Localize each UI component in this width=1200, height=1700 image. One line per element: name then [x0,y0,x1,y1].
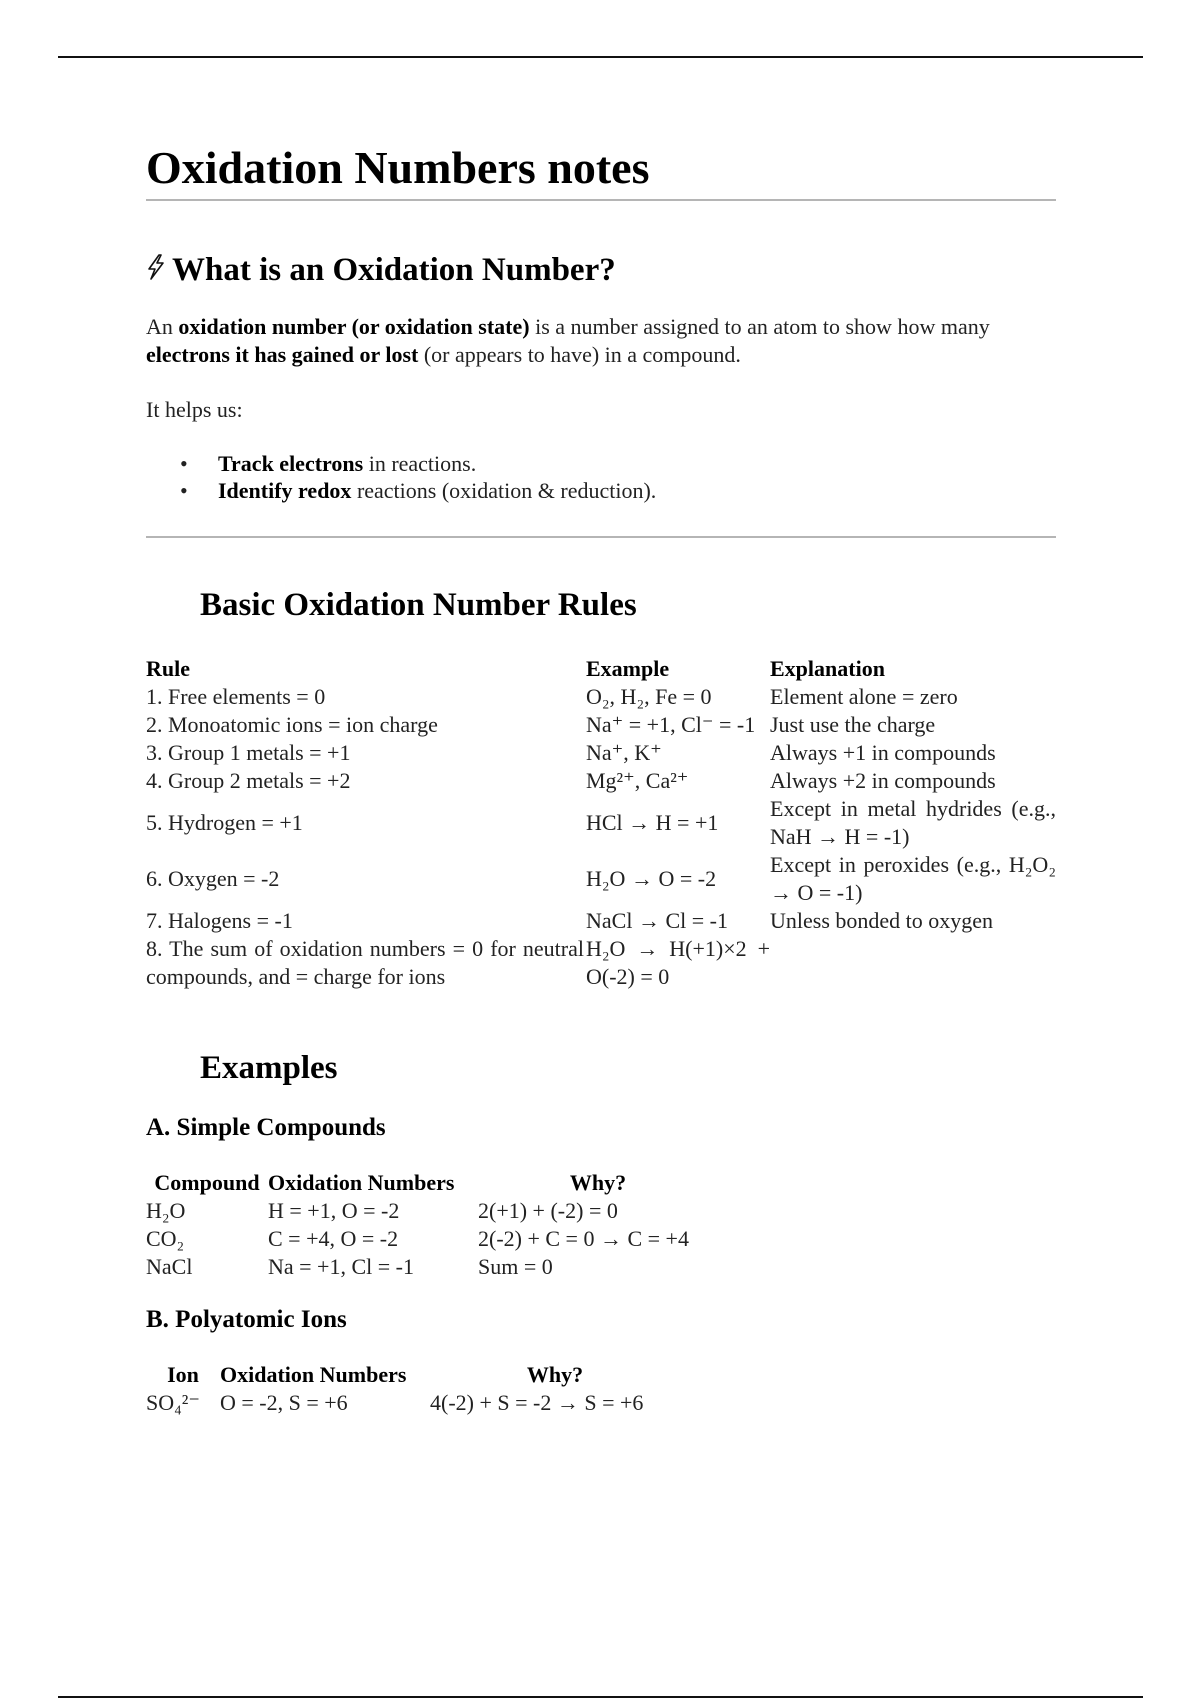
column-header: Compound [154,1169,260,1195]
bullet-bold: Identify redox [218,477,352,503]
example-cell: HCl → H = +1 [586,810,719,836]
rule-cell: 4. Group 2 metals = +2 [146,768,351,794]
intro-paragraph [146,313,1056,369]
examples-heading: Examples [200,1050,338,1087]
helps-list [146,450,1056,504]
explanation-cell: Always +1 in compounds [770,740,996,766]
rule-cell: 2. Monoatomic ions = ion charge [146,712,438,738]
list-item [146,477,1056,504]
lightning-bolt-icon [146,251,172,291]
table-row [146,1253,718,1281]
why-cell: 2(+1) + (-2) = 0 [478,1197,618,1223]
column-header: Oxidation Numbers [268,1169,455,1195]
page-top-rule [58,56,1143,58]
rule-cell: 3. Group 1 metals = +1 [146,740,351,766]
table-header-row [146,1361,680,1389]
page-bottom-rule [58,1696,1143,1698]
intro-text-3: (or appears to have) in a compound. [418,341,741,367]
polyatomic-ions-table [146,1361,680,1417]
table-row [146,935,1056,991]
example-cell: Na⁺ = +1, Cl⁻ = -1 [586,712,756,738]
column-header: Why? [526,1361,584,1387]
helps-label: It helps us: [146,396,243,422]
table-row [146,739,1056,767]
table-row [146,1197,718,1225]
example-cell: H₂O → O = -2 [586,866,717,892]
explanation-cell: Just use the charge [770,712,936,738]
explanation-cell: Always +2 in compounds [770,768,996,794]
table-row [146,1225,718,1253]
compound-cell: H₂O [146,1197,186,1223]
rule-cell: 1. Free elements = 0 [146,684,326,710]
document-body [146,140,1056,1417]
table-row [146,683,1056,711]
oxidation-cell: H = +1, O = -2 [268,1197,400,1223]
ion-cell: SO₄²⁻ [146,1389,201,1415]
compound-cell: NaCl [146,1253,193,1279]
rule-cell: 8. The sum of oxidation numbers = 0 for neutral compounds, and = charge for ions [146,936,584,990]
simple-compounds-table [146,1169,718,1281]
explanation-cell: Unless bonded to oxygen [770,908,994,934]
rule-cell: 6. Oxygen = -2 [146,866,280,892]
table-header-row [146,1169,718,1197]
intro-text-1: An [146,313,179,339]
example-cell: NaCl → Cl = -1 [586,908,728,934]
example-cell: Na⁺, K⁺ [586,740,662,766]
section-divider [146,536,1056,538]
explanation-cell: Except in peroxides (e.g., H₂O₂ → O = -1) [770,852,1056,906]
rules-table [146,655,1056,991]
oxidation-cell: C = +4, O = -2 [268,1225,399,1251]
bullet-text: reactions (oxidation & reduction). [351,477,657,503]
bullet-icon: • [180,450,188,476]
page-title: Oxidation Numbers notes [146,140,1056,201]
bullet-bold: Track electrons [218,450,364,476]
intro-heading [146,251,1056,291]
compound-cell: CO₂ [146,1225,185,1251]
explanation-cell [770,935,1056,991]
example-cell: H₂O → H(+1)×2 + O(-2) = 0 [586,936,770,990]
table-row [146,767,1056,795]
explanation-cell: Element alone = zero [770,684,958,710]
explanation-cell: Except in metal hydrides (e.g., NaH → H = -1) [770,796,1056,850]
list-item [146,450,1056,477]
intro-bold-2: electrons it has gained or lost [146,341,419,367]
rule-cell: 7. Halogens = -1 [146,908,293,934]
table-header-row [146,655,1056,683]
column-header: Why? [569,1169,627,1195]
column-header: Oxidation Numbers [220,1361,407,1387]
intro-bold-1: oxidation number (or oxidation state) [178,313,530,339]
intro-heading-text: What is an Oxidation Number? [172,252,616,289]
table-row [146,1389,680,1417]
simple-compounds-heading: A. Simple Compounds [146,1113,386,1141]
table-row [146,795,1056,851]
table-row [146,907,1056,935]
intro-text-2: is a number assigned to an atom to show how many [529,313,990,339]
example-cell: O₂, H₂, Fe = 0 [586,684,712,710]
table-row [146,851,1056,907]
column-header: Ion [167,1361,199,1387]
column-header: Explanation [770,656,885,682]
rule-cell: 5. Hydrogen = +1 [146,810,303,836]
table-row [146,711,1056,739]
rules-heading: Basic Oxidation Number Rules [200,586,637,623]
column-header: Rule [146,656,190,682]
bullet-icon: • [180,477,188,503]
why-cell: 4(-2) + S = -2 → S = +6 [430,1389,644,1415]
example-cell: Mg²⁺, Ca²⁺ [586,768,689,794]
why-cell: Sum = 0 [478,1253,553,1279]
oxidation-cell: O = -2, S = +6 [220,1389,348,1415]
oxidation-cell: Na = +1, Cl = -1 [268,1253,414,1279]
column-header: Example [586,656,670,682]
why-cell: 2(-2) + C = 0 → C = +4 [478,1225,689,1251]
bullet-text: in reactions. [363,450,477,476]
polyatomic-ions-heading: B. Polyatomic Ions [146,1305,347,1333]
